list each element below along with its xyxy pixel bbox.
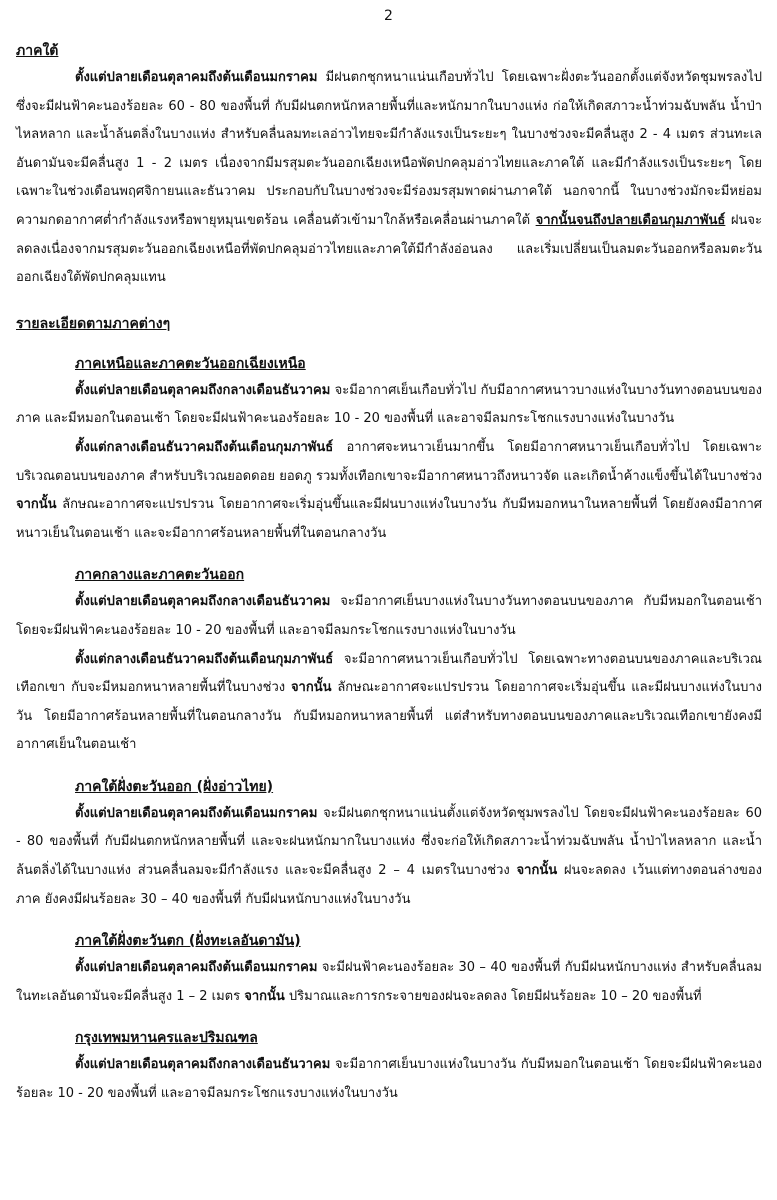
bold-underlined-phrase: จากนั้นจนถึงปลายเดือนกุมภาพันธ์ [535,212,726,228]
region-paragraph: ตั้งแต่ปลายเดือนตุลาคมถึงต้นเดือนมกราคม จะมีฝนตกชุกหนาแน่นตั้งแต่จังหวัดชุมพรลงไป โดยจะมีฝนฟ้าคะนองร้อยละ 60 - 80 ของพื้นที่ กับมีฝนตกหนักหลายพื้นที่ และจะฝนหนักมากในบางแห่ง ซึ่งจะก่อให้เกิดสภาวะน้ำท่วมฉับพลัน น้ำป่าไหลหลาก และน้ำล้นตลิ่งได้ในบางแห่ง ส่วนคลื่นลมจะมีกำลังแรง และจะมีคลื่นสูง 2 – 4 เมตรในบางช่วง จากนั้น ฝนจะลดลง เว้นแต่ทางตอนล่างของภาค ยังคงมีฝนร้อยละ 30 – 40 ของพื้นที่ กับมีฝนหนักบางแห่งในบางวัน [16,805,762,907]
region-section [16,351,762,549]
region-paragraph: ตั้งแต่ปลายเดือนตุลาคมถึงกลางเดือนธันวาคม จะมีอากาศเย็นบางแห่งในบางวัน กับมีหมอกในตอนเช้า โดยจะมีฝนฟ้าคะนองร้อยละ 10 - 20 ของพื้นที่ และอาจมีลมกระโชกแรงบางแห่งในบางวัน [16,1057,762,1102]
bold-phrase: ตั้งแต่ปลายเดือนตุลาคมถึงต้นเดือนมกราคม [75,70,318,85]
region-heading: ภาคกลางและภาคตะวันออก [75,567,245,584]
page-number: 2 [384,8,393,24]
regional-details-heading: รายละเอียดตามภาคต่างๆ [16,315,171,332]
region-heading: ภาคใต้ฝั่งตะวันออก (ฝั่งอ่าวไทย) [75,778,274,795]
region-section [16,928,762,1011]
bold-phrase: ตั้งแต่ปลายเดือนตุลาคมถึงกลางเดือนธันวาคม [75,382,331,398]
region-paragraph: ตั้งแต่ปลายเดือนตุลาคมถึงกลางเดือนธันวาคม จะมีอากาศเย็นเกือบทั่วไป กับมีอากาศหนาวบางแห่งในบางวันทางตอนบนของภาค และมีหมอกในตอนเช้า โดยจะมีฝนฟ้าคะนองร้อยละ 10 - 20 ของพื้นที่ และอาจมีลมกระโชกแรงบางแห่งในบางวัน [16,382,762,427]
bold-phrase: จากนั้น [290,680,332,696]
bold-phrase: ตั้งแต่ปลายเดือนตุลาคมถึงต้นเดือนมกราคม [75,960,318,976]
regional-sections [16,351,762,1109]
bold-phrase: จากนั้น [16,497,57,513]
region-heading: ภาคใต้ฝั่งตะวันตก (ฝั่งทะเลอันดามัน) [75,933,301,950]
region-paragraph: ตั้งแต่ปลายเดือนตุลาคมถึงต้นเดือนมกราคม จะมีฝนฟ้าคะนองร้อยละ 30 – 40 ของพื้นที่ กับมีฝนหนักบางแห่ง สำหรับคลื่นลมในทะเลอันดามันจะมีคลื่นสูง 1 – 2 เมตร จากนั้น ปริมาณและการกระจายของฝนจะลดลง โดยมีฝนร้อยละ 10 – 20 ของพื้นที่ [16,960,762,1004]
region-paragraph: ตั้งแต่กลางเดือนธันวาคมถึงต้นเดือนกุมภาพันธ์ จะมีอากาศหนาวเย็นเกือบทั่วไป โดยเฉพาะทางตอนบนของภาคและบริเวณเทือกเขา กับจะมีหมอกหนาหลายพื้นที่ในบางช่วง จากนั้น ลักษณะอากาศจะแปรปรวน โดยอากาศจะเริ่มอุ่นขึ้น และมีฝนบางแห่งในบางวัน โดยมีอากาศร้อนหลายพื้นที่ในตอนกลางวัน กับมีหมอกหนาหลายพื้นที่ แต่สำหรับทางตอนบนของภาคและบริเวณเทือกเขายังคงมีอากาศเย็นในตอนเช้า [16,651,762,753]
region-heading: ภาคเหนือและภาคตะวันออกเฉียงเหนือ [75,355,306,372]
region-section [16,562,762,760]
region-paragraph: ตั้งแต่ปลายเดือนตุลาคมถึงกลางเดือนธันวาคม จะมีอากาศเย็นบางแห่งในบางวันทางตอนบนของภาค กับมีหมอกในตอนเช้า โดยจะมีฝนฟ้าคะนองร้อยละ 10 - 20 ของพื้นที่ และอาจมีลมกระโชกแรงบางแห่งในบางวัน [16,594,762,638]
south-region-paragraph: ตั้งแต่ปลายเดือนตุลาคมถึงต้นเดือนมกราคม มีฝนตกชุกหนาแน่นเกือบทั่วไป โดยเฉพาะฝั่งตะวันออกตั้งแต่จังหวัดชุมพรลงไป ซึ่งจะมีฝนฟ้าคะนองร้อยละ 60 - 80 ของพื้นที่ กับมีฝนตกหนักหลายพื้นที่และหนักมากในบางแห่ง ก่อให้เกิดสภาวะน้ำท่วมฉับพลัน น้ำป่าไหลหลาก และน้ำล้นตลิ่งในบางแห่ง สำหรับคลื่นลมทะเลอ่าวไทยจะมีกำลังแรงเป็นระยะๆ ในบางช่วงจะมีคลื่นสูง 2 - 4 เมตร ส่วนทะเลอันดามันจะมีคลื่นสูง 1 - 2 เมตร เนื่องจากมีมรสุมตะวันออกเฉียงเหนือพัดปกคลุมอ่าวไทยและภาคใต้ และมีกำลังแรงเป็นระยะๆ โดยเฉพาะในช่วงเดือนพฤศจิกายนและธันวาคม ประกอบกับในบางช่วงจะมีร่องมรสุมพาดผ่านภาคใต้ นอกจากนี้ ในบางช่วงมักจะมีหย่อมความกดอากาศต่ำกำลังแรงหรือพายุหมุนเขตร้อน เคลื่อนตัวเข้ามาใกล้หรือเคลื่อนผ่านภาคใต้ จากนั้นจนถึงปลายเดือนกุมภาพันธ์ ฝนจะลดลงเนื่องจากมรสุมตะวันออกเฉียงเหนือที่พัดปกคลุมอ่าวไทยและภาคใต้มีกำลังอ่อนลง และเริ่มเปลี่ยนเป็นลมตะวันออกหรือลมตะวันออกเฉียงใต้พัดปกคลุมแทน [16,70,762,286]
bold-phrase: ตั้งแต่ปลายเดือนตุลาคมถึงกลางเดือนธันวาคม [75,1057,331,1073]
south-region-heading: ภาคใต้ [16,43,59,59]
region-heading: กรุงเทพมหานครและปริมณฑล [75,1030,258,1047]
region-section [16,774,762,914]
bold-phrase: จากนั้น [244,988,285,1004]
bold-phrase: ตั้งแต่ปลายเดือนตุลาคมถึงต้นเดือนมกราคม [75,805,318,821]
bold-phrase: ตั้งแต่กลางเดือนธันวาคมถึงต้นเดือนกุมภาพันธ์ [75,651,334,667]
bold-phrase: ตั้งแต่กลางเดือนธันวาคมถึงต้นเดือนกุมภาพันธ์ [75,439,334,455]
region-paragraph: ตั้งแต่กลางเดือนธันวาคมถึงต้นเดือนกุมภาพันธ์ อากาศจะหนาวเย็นมากขึ้น โดยมีอากาศหนาวเย็นเกือบทั่วไป โดยเฉพาะบริเวณตอนบนของภาค สำหรับบริเวณยอดดอย ยอดภู รวมทั้งเทือกเขาจะมีอากาศหนาวถึงหนาวจัด และเกิดน้ำค้างแข็งขึ้นได้ในบางช่วง จากนั้น ลักษณะอากาศจะแปรปรวน โดยอากาศจะเริ่มอุ่นขึ้นและมีฝนบางแห่งในบางวัน กับมีหมอกหนาในหลายพื้นที่ โดยยังคงมีอากาศหนาวเย็นในตอนเช้า และจะมีอากาศร้อนหลายพื้นที่ในตอนกลางวัน [16,439,762,541]
region-section [16,1025,762,1108]
bold-phrase: จากนั้น [516,863,558,879]
document-body [16,38,762,1109]
bold-phrase: ตั้งแต่ปลายเดือนตุลาคมถึงกลางเดือนธันวาคม [75,594,331,610]
